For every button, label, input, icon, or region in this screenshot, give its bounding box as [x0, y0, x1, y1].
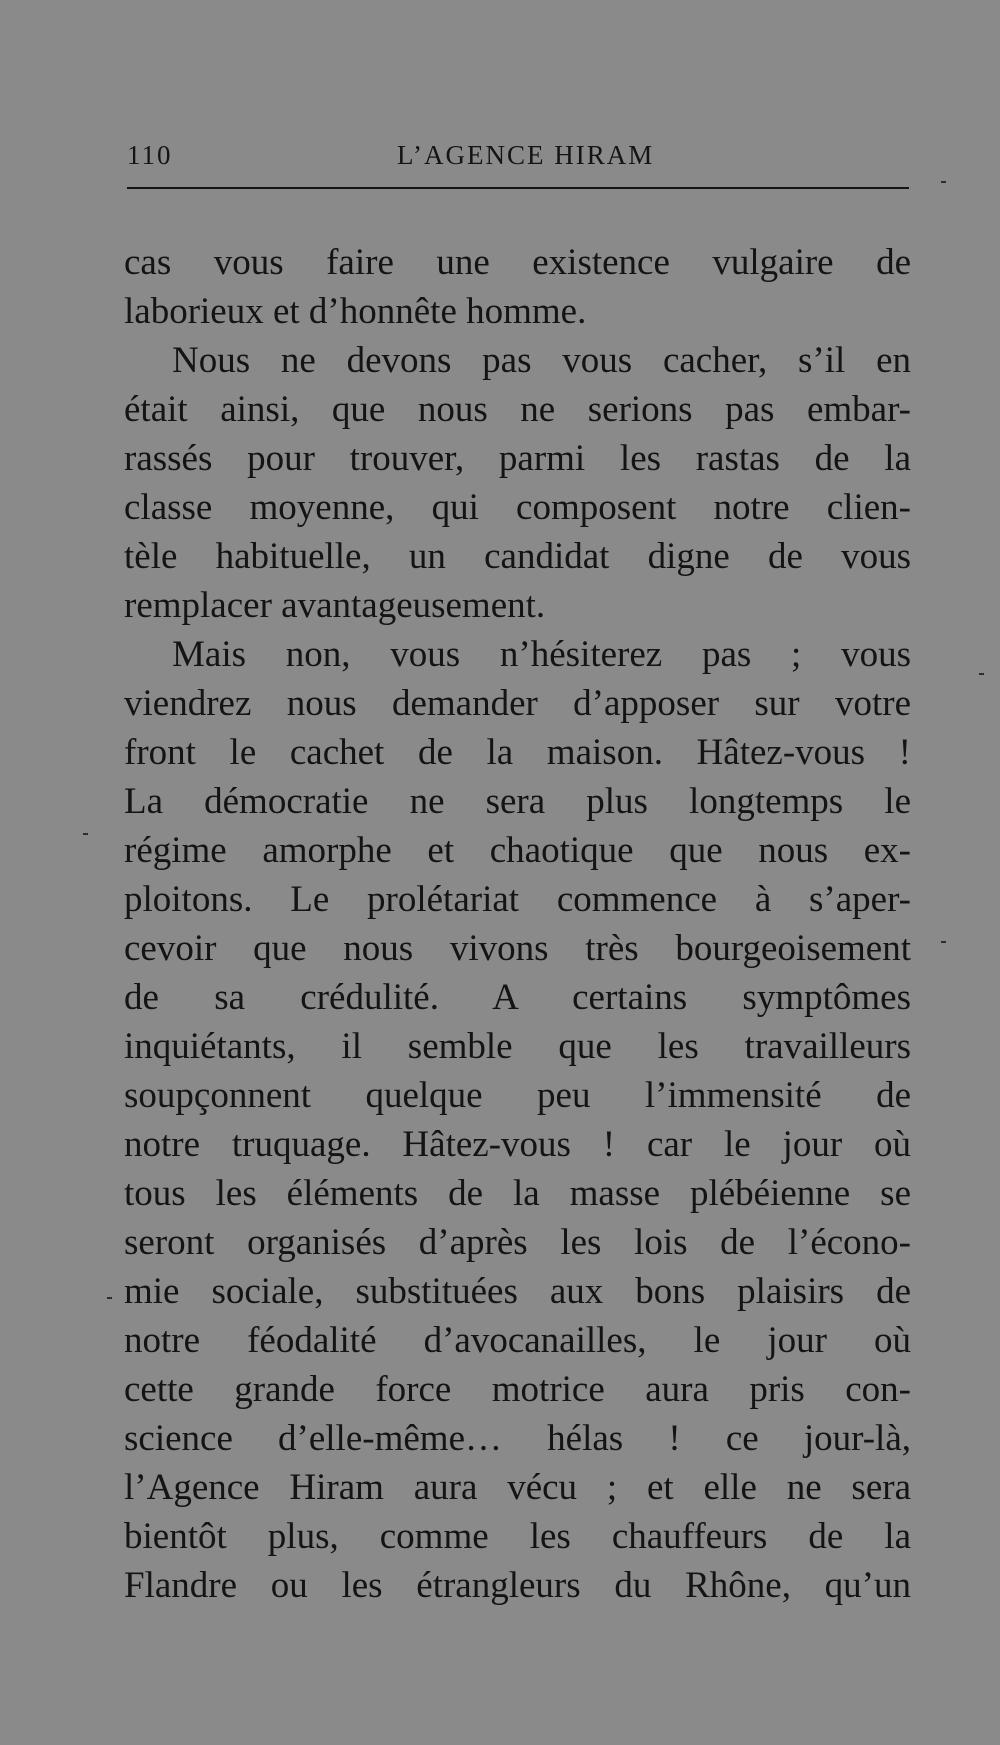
text-line: remplacer avantageusement.	[124, 585, 546, 626]
text-line: bientôt plus, comme les chauffeurs de la	[124, 1516, 911, 1557]
text-line: rassés pour trouver, parmi les rastas de la	[124, 438, 911, 479]
scan-speck	[107, 1297, 112, 1299]
text-line: science d’elle-même… hélas ! ce jour-là,	[124, 1418, 911, 1459]
text-line: ploitons. Le prolétariat commence à s’aper-	[124, 879, 911, 920]
text-line: tèle habituelle, un candidat digne de vous	[124, 536, 911, 577]
scan-speck	[979, 673, 984, 675]
text-line: Mais non, vous n’hésiterez pas ; vous	[172, 634, 911, 675]
scan-speck	[941, 941, 946, 943]
text-line: viendrez nous demander d’apposer sur votre	[124, 683, 911, 724]
text-line: régime amorphe et chaotique que nous ex-	[124, 830, 911, 871]
text-line: front le cachet de la maison. Hâtez-vous !	[124, 732, 911, 773]
text-line: tous les éléments de la masse plébéienne se	[124, 1173, 911, 1214]
text-line: était ainsi, que nous ne serions pas embar-	[124, 389, 911, 430]
text-line: La démocratie ne sera plus longtemps le	[124, 781, 911, 822]
text-line: notre féodalité d’avocanailles, le jour où	[124, 1320, 911, 1361]
text-line: de sa crédulité. A certains symptômes	[124, 977, 911, 1018]
text-line: notre truquage. Hâtez-vous ! car le jour où	[124, 1124, 911, 1165]
text-line: cas vous faire une existence vulgaire de	[124, 242, 911, 283]
text-line: cette grande force motrice aura pris con-	[124, 1369, 911, 1410]
running-head	[127, 140, 907, 180]
text-line: Nous ne devons pas vous cacher, s’il en	[172, 340, 911, 381]
running-title: L’AGENCE HIRAM	[397, 140, 655, 170]
text-line: seront organisés d’après les lois de l’écono-	[124, 1222, 911, 1263]
text-line: classe moyenne, qui composent notre clien-	[124, 487, 911, 528]
text-line: Flandre ou les étrangleurs du Rhône, qu’un	[124, 1565, 911, 1606]
text-line: inquiétants, il semble que les travailleurs	[124, 1026, 911, 1067]
scan-speck	[941, 181, 946, 183]
text-line: laborieux et d’honnête homme.	[124, 291, 587, 332]
page-number: 110	[127, 140, 173, 170]
header-rule	[127, 187, 909, 189]
text-line: l’Agence Hiram aura vécu ; et elle ne sera	[124, 1467, 911, 1508]
scan-speck	[83, 833, 88, 835]
text-line: mie sociale, substituées aux bons plaisirs de	[124, 1271, 911, 1312]
text-line: cevoir que nous vivons très bourgeoisement	[124, 928, 911, 969]
text-line: soupçonnent quelque peu l’immensité de	[124, 1075, 911, 1116]
body-text	[124, 238, 911, 1610]
